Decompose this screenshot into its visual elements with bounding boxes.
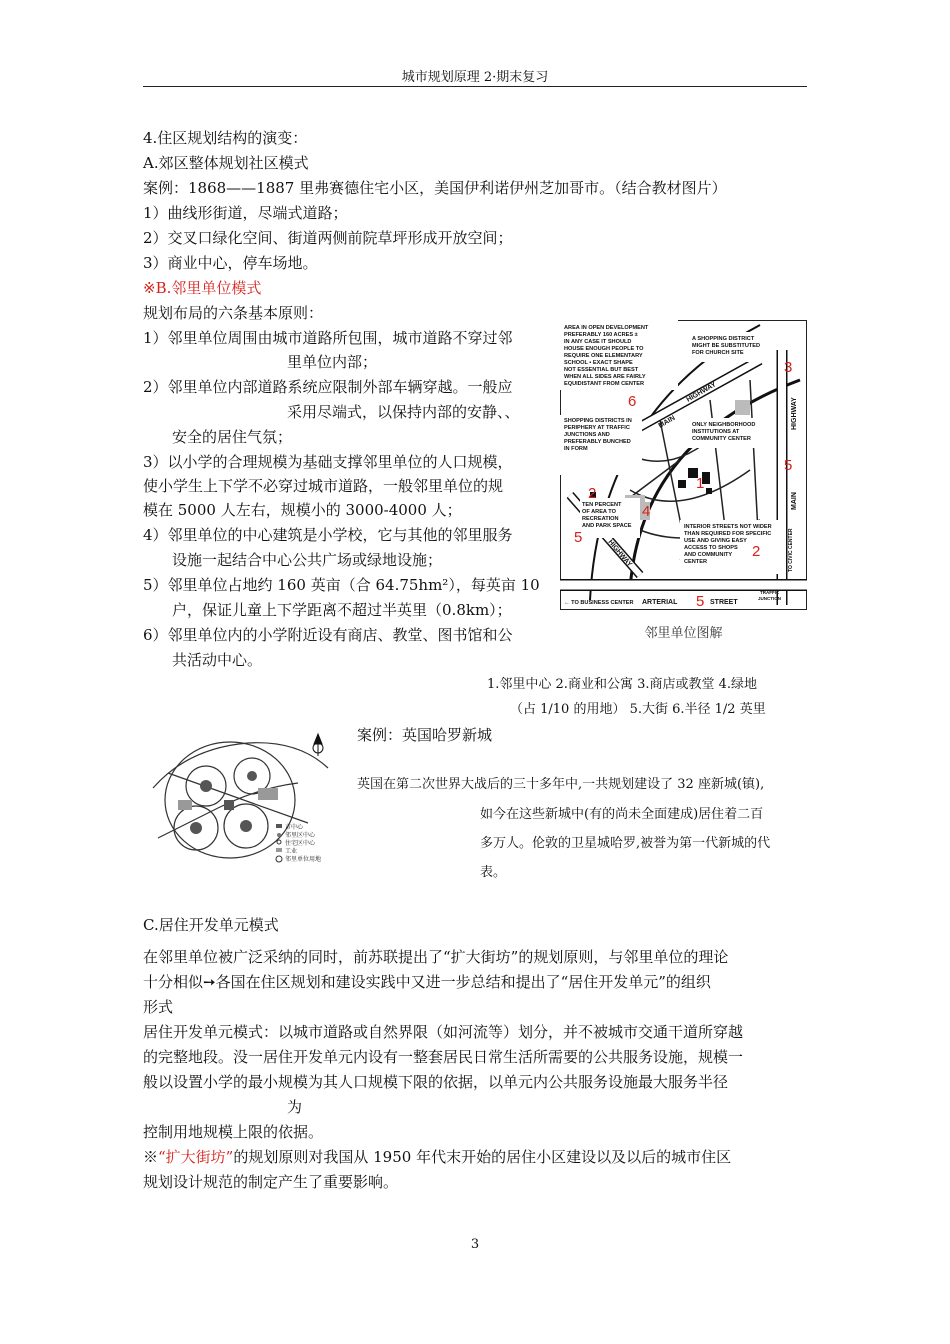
subsection-b-title: ※B.邻里单位模式: [143, 279, 262, 297]
subsection-a-item-1: 1）曲线形街道，尽端式道路；: [143, 204, 348, 222]
map-note-shopping-church: MIGHT BE SUBSTITUTED: [692, 343, 761, 349]
map-note-interior-streets: USE AND GIVING EASY: [684, 538, 747, 544]
principle-4b: 设施一起结合中心公共广场或绿地设施；: [172, 551, 443, 569]
map-number-2-right: 2: [752, 543, 761, 560]
subsection-c-para1-line: 在邻里单位被广泛采纳的同时，前苏联提出了“扩大街坊”的规划原则，与邻里单位的理论: [143, 948, 729, 966]
map-number-5-right: 5: [784, 457, 793, 474]
page-number: 3: [470, 1237, 480, 1252]
map-number-4: 4: [642, 503, 651, 520]
map-note-shopping-periphery: SHOPPING DISTRICTS IN: [564, 418, 632, 424]
principle-5b: 户，保证儿童上下学距离不超过半英里（0.8km）；: [172, 601, 512, 619]
subsection-a-item-3: 3）商业中心，停车场地。: [143, 254, 318, 272]
principle-5a: 5）邻里单位占地约 160 英亩（合 64.75hm²），每英亩 10: [143, 576, 540, 594]
map-note-ten-percent: TEN PERCENT: [582, 502, 622, 508]
map-note-open-development-line: PREFERABLY 160 ACRES ±: [564, 332, 638, 338]
map-label-highway-left: HIGHWAY: [606, 538, 633, 569]
map-number-3: 3: [784, 359, 793, 376]
map-note-open-development-line: SCHOOL ▪ EXACT SHAPE: [564, 360, 633, 366]
map-note-shopping-church: A SHOPPING DISTRICT: [692, 336, 755, 342]
section-title: 4.住区规划结构的演变：: [143, 129, 308, 147]
subsection-c-para1-line: 形式: [143, 998, 174, 1016]
map-note-ten-percent: AND PARK SPACE: [582, 523, 632, 529]
diagram-legend-line-1: 1.邻里中心 2.商业和公寓 3.商店或教堂 4.绿地: [487, 677, 758, 692]
diagram-legend-line-2: （占 1/10 的用地） 5.大街 6.半径 1/2 英里: [510, 702, 766, 717]
map-note-ten-percent: RECREATION: [582, 516, 619, 522]
subsection-c-title: C.居住开发单元模式: [143, 916, 279, 934]
principle-2a: 2）邻里单位内部道路系统应限制外部车辆穿越。一般应: [143, 378, 513, 396]
harlow-legend-item: 邻里单位用地: [285, 856, 322, 863]
subsection-c-note: [143, 1145, 731, 1169]
map-note-shopping-periphery: PERIPHERY AT TRAFFIC: [564, 425, 630, 431]
note-mark: ※: [143, 1148, 159, 1166]
harlow-paragraph-line: 英国在第二次世界大战后的三十多年中,一共规划建设了 32 座新城(镇),: [357, 777, 765, 792]
map-label-traffic-junction: TRAFFIC: [760, 590, 780, 595]
principle-3a: 3）以小学的合理规模为基础支撑邻里单位的人口规模，: [143, 453, 513, 471]
harlow-new-town-map: [148, 728, 346, 874]
map-number-5-left: 5: [574, 529, 583, 546]
note-text: 的规划原则对我国从 1950 年代末开始的居住小区建设以及以后的城市住区: [233, 1148, 732, 1166]
map-note-shopping-church: FOR CHURCH SITE: [692, 350, 744, 356]
map-number-6: 6: [628, 393, 637, 410]
map-label-traffic-junction: JUNCTION: [758, 596, 782, 601]
map-label-highway-top: HIGHWAY: [685, 381, 718, 404]
map-note-interior-streets: ACCESS TO SHOPS: [684, 545, 738, 551]
map-note-open-development-line: HOUSE ENOUGH PEOPLE TO: [564, 346, 644, 352]
harlow-legend-item: 住宅区中心: [285, 840, 316, 847]
harlow-paragraph-line: 表。: [480, 865, 507, 880]
principle-6a: 6）邻里单位内的小学附近设有商店、教堂、图书馆和公: [143, 626, 513, 644]
subsection-b-intro: 规划布局的六条基本原则：: [143, 304, 324, 322]
principle-6b: 共活动中心。: [172, 651, 263, 669]
harlow-case-title: 案例：英国哈罗新城: [357, 726, 493, 744]
map-note-institutions: ONLY NEIGHBORHOOD: [692, 422, 756, 428]
subsection-c-para1-line: 十分相似➙各国在住区规划和建设实践中又进一步总结和提出了“居住开发单元”的组织: [143, 973, 711, 991]
subsection-a-case: 案例：1868——1887 里弗赛德住宅小区，美国伊利诺伊州芝加哥市。（结合教材图片）: [143, 179, 727, 197]
map-note-open-development-line: WHEN ALL SIDES ARE FAIRLY: [564, 374, 646, 380]
map-label-main-right: MAIN: [791, 492, 798, 510]
harlow-legend-item: 邻里区中心: [285, 832, 316, 839]
header-rule: [143, 86, 807, 87]
map-note-shopping-periphery: PREFERABLY BUNCHED: [564, 439, 631, 445]
map-note-open-development-line: EQUIDISTANT FROM CENTER: [564, 381, 645, 387]
map-label-street: STREET: [710, 599, 738, 606]
map-note-interior-streets: CENTER: [684, 559, 707, 565]
principle-1b: 里单位内部；: [287, 353, 378, 371]
harlow-paragraph-line: 如今在这些新城中(有的尚未全面建成)居住着二百: [480, 807, 764, 822]
map-note-shopping-periphery: JUNCTIONS AND: [564, 432, 610, 438]
subsection-a-title: A.郊区整体规划社区模式: [143, 154, 309, 172]
subsection-a-item-2: 2）交叉口绿化空间、街道两侧前院草坪形成开放空间；: [143, 229, 513, 247]
map-label-business-center: ← TO BUSINESS CENTER: [564, 600, 634, 606]
subsection-c-para2-line: 居住开发单元模式：以城市道路或自然界限（如河流等）划分，并不被城市交通干道所穿越: [143, 1023, 744, 1041]
map-note-open-development-line: NOT ESSENTIAL BUT BEST: [564, 367, 639, 373]
subsection-c-note-end: 规划设计规范的制定产生了重要影响。: [143, 1173, 399, 1191]
principle-2b: 采用尽端式，以保持内部的安静、、: [287, 403, 520, 421]
subsection-c-para2-line: 为: [287, 1098, 303, 1116]
map-number-5-bottom: 5: [696, 593, 705, 610]
principle-1a: 1）邻里单位周围由城市道路所包围，城市道路不穿过邻: [143, 329, 513, 347]
map-note-shopping-periphery: IN FORM: [564, 446, 588, 452]
principle-2c: 安全的居住气氛；: [172, 428, 293, 446]
map-note-open-development-line: AREA IN OPEN DEVELOPMENT: [564, 325, 649, 331]
map-label-highway-right: HIGHWAY: [791, 397, 798, 430]
map-note-interior-streets: THAN REQUIRED FOR SPECIFIC: [684, 531, 772, 537]
map-note-open-development-line: IN ANY CASE IT SHOULD: [564, 339, 632, 345]
map-number-1: 1: [696, 475, 705, 492]
harlow-legend-item: 市中心: [285, 824, 304, 831]
map-label-main-left: MAIN: [657, 414, 677, 430]
page-header-title: 城市规划原理 2·期末复习: [401, 70, 549, 85]
map-note-open-development-line: REQUIRE ONE ELEMENTARY: [564, 353, 643, 359]
map-label-arterial: ARTERIAL: [642, 599, 678, 606]
map-note-institutions: INSTITUTIONS AT: [692, 429, 740, 435]
map-note-institutions: COMMUNITY CENTER: [692, 436, 751, 442]
principle-3b: 使小学生上下学不必穿过城市道路，一般邻里单位的规: [143, 477, 504, 495]
principle-4a: 4）邻里单位的中心建筑是小学校，它与其他的邻里服务: [143, 526, 513, 544]
harlow-paragraph-line: 多万人。伦敦的卫星城哈罗,被誉为第一代新城的代: [480, 836, 771, 851]
map-label-civic-center: TO CIVIC CENTER: [788, 528, 794, 572]
note-highlight: “扩大街坊”: [158, 1148, 234, 1166]
neighborhood-unit-diagram: [560, 320, 807, 610]
harlow-legend-item: 工业: [285, 848, 298, 855]
map-number-2-left: 2: [588, 485, 597, 502]
map-note-interior-streets: AND COMMUNITY: [684, 552, 733, 558]
diagram-caption: 邻里单位图解: [644, 626, 723, 641]
map-note-ten-percent: OF AREA TO: [582, 509, 616, 515]
subsection-c-para2-line: 的完整地段。没一居住开发单元内设有一整套居民日常生活所需要的公共服务设施，规模一: [143, 1048, 744, 1066]
subsection-c-para2-line: 般以设置小学的最小规模为其人口规模下限的依据，以单元内公共服务设施最大服务半径: [143, 1073, 729, 1091]
subsection-c-para2-line: 控制用地规模上限的依据。: [143, 1123, 324, 1141]
map-note-interior-streets: INTERIOR STREETS NOT WIDER: [684, 524, 772, 530]
principle-3c: 模在 5000 人左右，规模小的 3000-4000 人；: [143, 501, 462, 519]
